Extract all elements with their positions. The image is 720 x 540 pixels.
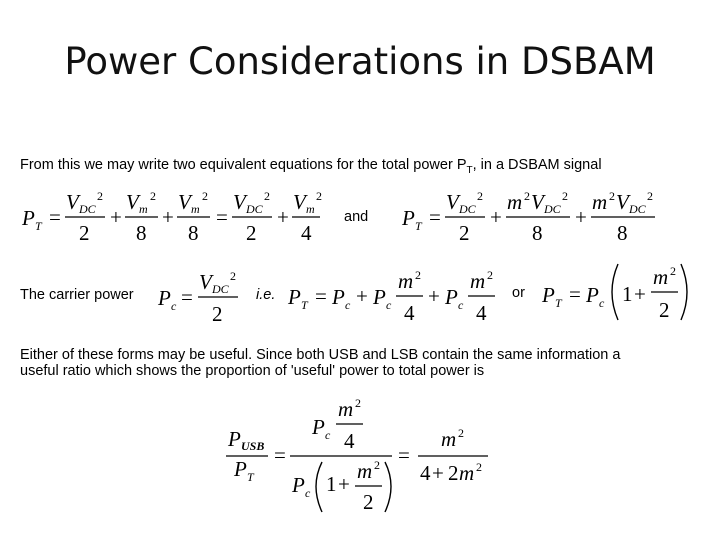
svg-text:2: 2 <box>97 189 103 203</box>
svg-text:2: 2 <box>230 269 236 283</box>
svg-text:+: + <box>162 205 174 229</box>
svg-text:m: m <box>470 269 486 293</box>
svg-text:2: 2 <box>476 460 482 474</box>
or-label: or <box>512 285 525 301</box>
carrier-power-label: The carrier power <box>20 287 134 303</box>
svg-text:2: 2 <box>150 189 156 203</box>
svg-text:=: = <box>315 284 327 308</box>
svg-text:USB: USB <box>241 439 265 453</box>
svg-text:2: 2 <box>524 189 530 203</box>
svg-text:4: 4 <box>420 461 431 485</box>
svg-text:P: P <box>373 285 386 309</box>
svg-text:DC: DC <box>246 202 263 216</box>
svg-text:T: T <box>247 470 254 484</box>
svg-text:m: m <box>653 265 669 289</box>
svg-text:+: + <box>356 284 368 308</box>
total-power-equation-voltage-form <box>20 187 320 245</box>
svg-text:4: 4 <box>301 221 312 245</box>
svg-text:2: 2 <box>316 189 322 203</box>
svg-text:8: 8 <box>617 221 628 245</box>
ratio-paragraph <box>20 347 620 379</box>
svg-text:c: c <box>171 299 177 313</box>
svg-text:P: P <box>292 473 305 497</box>
intro-text-before: From this we may write two equivalent equations for the total power P <box>20 157 467 173</box>
svg-text:2: 2 <box>355 396 361 410</box>
svg-text:V: V <box>531 190 544 214</box>
svg-text:2: 2 <box>609 189 615 203</box>
svg-text:m: m <box>191 202 200 216</box>
svg-text:=: = <box>274 443 286 467</box>
svg-text:c: c <box>386 298 392 312</box>
svg-text:V: V <box>233 190 246 214</box>
svg-text:2: 2 <box>448 461 459 485</box>
svg-text:m: m <box>139 202 148 216</box>
svg-text:P: P <box>234 457 247 481</box>
svg-text:=: = <box>49 205 61 229</box>
svg-text:DC: DC <box>629 202 646 216</box>
paragraph-line-1: Either of these forms may be useful. Since both USB and LSB contain the same information a <box>20 347 621 363</box>
svg-text:P: P <box>158 286 171 310</box>
svg-text:DC: DC <box>212 282 229 296</box>
svg-text:P: P <box>22 206 35 230</box>
svg-text:2: 2 <box>659 298 670 322</box>
svg-text:V: V <box>178 190 191 214</box>
paragraph-line-2: useful ratio which shows the proportion of 'useful' power to total power is <box>20 363 485 379</box>
svg-text:2: 2 <box>415 268 421 282</box>
svg-text:P: P <box>542 283 555 307</box>
svg-text:DC: DC <box>544 202 561 216</box>
svg-text:8: 8 <box>532 221 543 245</box>
svg-text:2: 2 <box>647 189 653 203</box>
svg-text:V: V <box>293 190 306 214</box>
svg-text:V: V <box>126 190 139 214</box>
svg-text:1: 1 <box>622 282 633 306</box>
svg-text:2: 2 <box>202 189 208 203</box>
svg-text:c: c <box>458 298 464 312</box>
carrier-power-equation <box>156 265 246 327</box>
svg-text:4: 4 <box>476 301 487 325</box>
svg-text:2: 2 <box>562 189 568 203</box>
svg-text:+: + <box>110 205 122 229</box>
svg-text:2: 2 <box>459 221 470 245</box>
svg-text:T: T <box>415 219 422 233</box>
intro-sentence <box>20 157 602 176</box>
svg-text:c: c <box>325 428 331 442</box>
svg-text:2: 2 <box>79 221 90 245</box>
svg-text:2: 2 <box>374 458 380 472</box>
total-power-factored-form <box>540 258 690 326</box>
svg-text:2: 2 <box>458 426 464 440</box>
svg-text:4: 4 <box>404 301 415 325</box>
svg-text:c: c <box>305 486 311 500</box>
svg-text:2: 2 <box>670 264 676 278</box>
svg-text:+: + <box>277 205 289 229</box>
svg-text:P: P <box>312 415 325 439</box>
svg-text:m: m <box>592 190 608 214</box>
svg-text:+: + <box>428 284 440 308</box>
svg-text:2: 2 <box>487 268 493 282</box>
svg-text:V: V <box>199 270 212 294</box>
svg-text:V: V <box>66 190 79 214</box>
svg-text:m: m <box>507 190 523 214</box>
svg-text:2: 2 <box>212 302 223 326</box>
ie-label: i.e. <box>256 287 276 303</box>
svg-text:2: 2 <box>477 189 483 203</box>
svg-text:V: V <box>446 190 459 214</box>
svg-text:c: c <box>345 298 351 312</box>
svg-text:8: 8 <box>136 221 147 245</box>
svg-text:+: + <box>575 205 587 229</box>
svg-text:T: T <box>555 296 562 310</box>
svg-text:+: + <box>338 472 350 496</box>
svg-text:2: 2 <box>246 221 257 245</box>
svg-text:m: m <box>338 397 354 421</box>
svg-text:m: m <box>398 269 414 293</box>
svg-text:P: P <box>445 285 458 309</box>
svg-text:+: + <box>490 205 502 229</box>
total-power-equation-modulation-form <box>400 187 665 245</box>
svg-text:m: m <box>459 461 475 485</box>
svg-text:P: P <box>586 283 599 307</box>
svg-text:DC: DC <box>459 202 476 216</box>
svg-text:P: P <box>402 206 415 230</box>
intro-text-after: , in a DSBAM signal <box>472 157 602 173</box>
svg-text:P: P <box>332 285 345 309</box>
svg-text:P: P <box>288 285 301 309</box>
svg-text:1: 1 <box>326 472 337 496</box>
svg-text:2: 2 <box>264 189 270 203</box>
total-power-carrier-form <box>286 264 506 326</box>
svg-text:=: = <box>398 443 410 467</box>
svg-text:T: T <box>35 219 42 233</box>
svg-text:V: V <box>616 190 629 214</box>
svg-text:=: = <box>181 285 193 309</box>
useful-power-ratio-equation <box>222 396 502 526</box>
and-label: and <box>344 209 369 225</box>
svg-text:T: T <box>301 298 308 312</box>
svg-text:=: = <box>216 205 228 229</box>
svg-text:+: + <box>432 461 444 485</box>
svg-text:=: = <box>569 282 581 306</box>
svg-text:=: = <box>429 205 441 229</box>
svg-text:c: c <box>599 296 605 310</box>
svg-text:8: 8 <box>188 221 199 245</box>
svg-text:m: m <box>306 202 315 216</box>
svg-text:2: 2 <box>363 490 374 514</box>
svg-text:m: m <box>441 427 457 451</box>
svg-text:4: 4 <box>344 429 355 453</box>
svg-text:+: + <box>634 282 646 306</box>
svg-text:m: m <box>357 459 373 483</box>
svg-text:DC: DC <box>79 202 96 216</box>
intro-subscript: T <box>466 164 473 176</box>
slide-title: Power Considerations in DSBAM <box>64 40 656 83</box>
svg-text:P: P <box>228 427 241 451</box>
